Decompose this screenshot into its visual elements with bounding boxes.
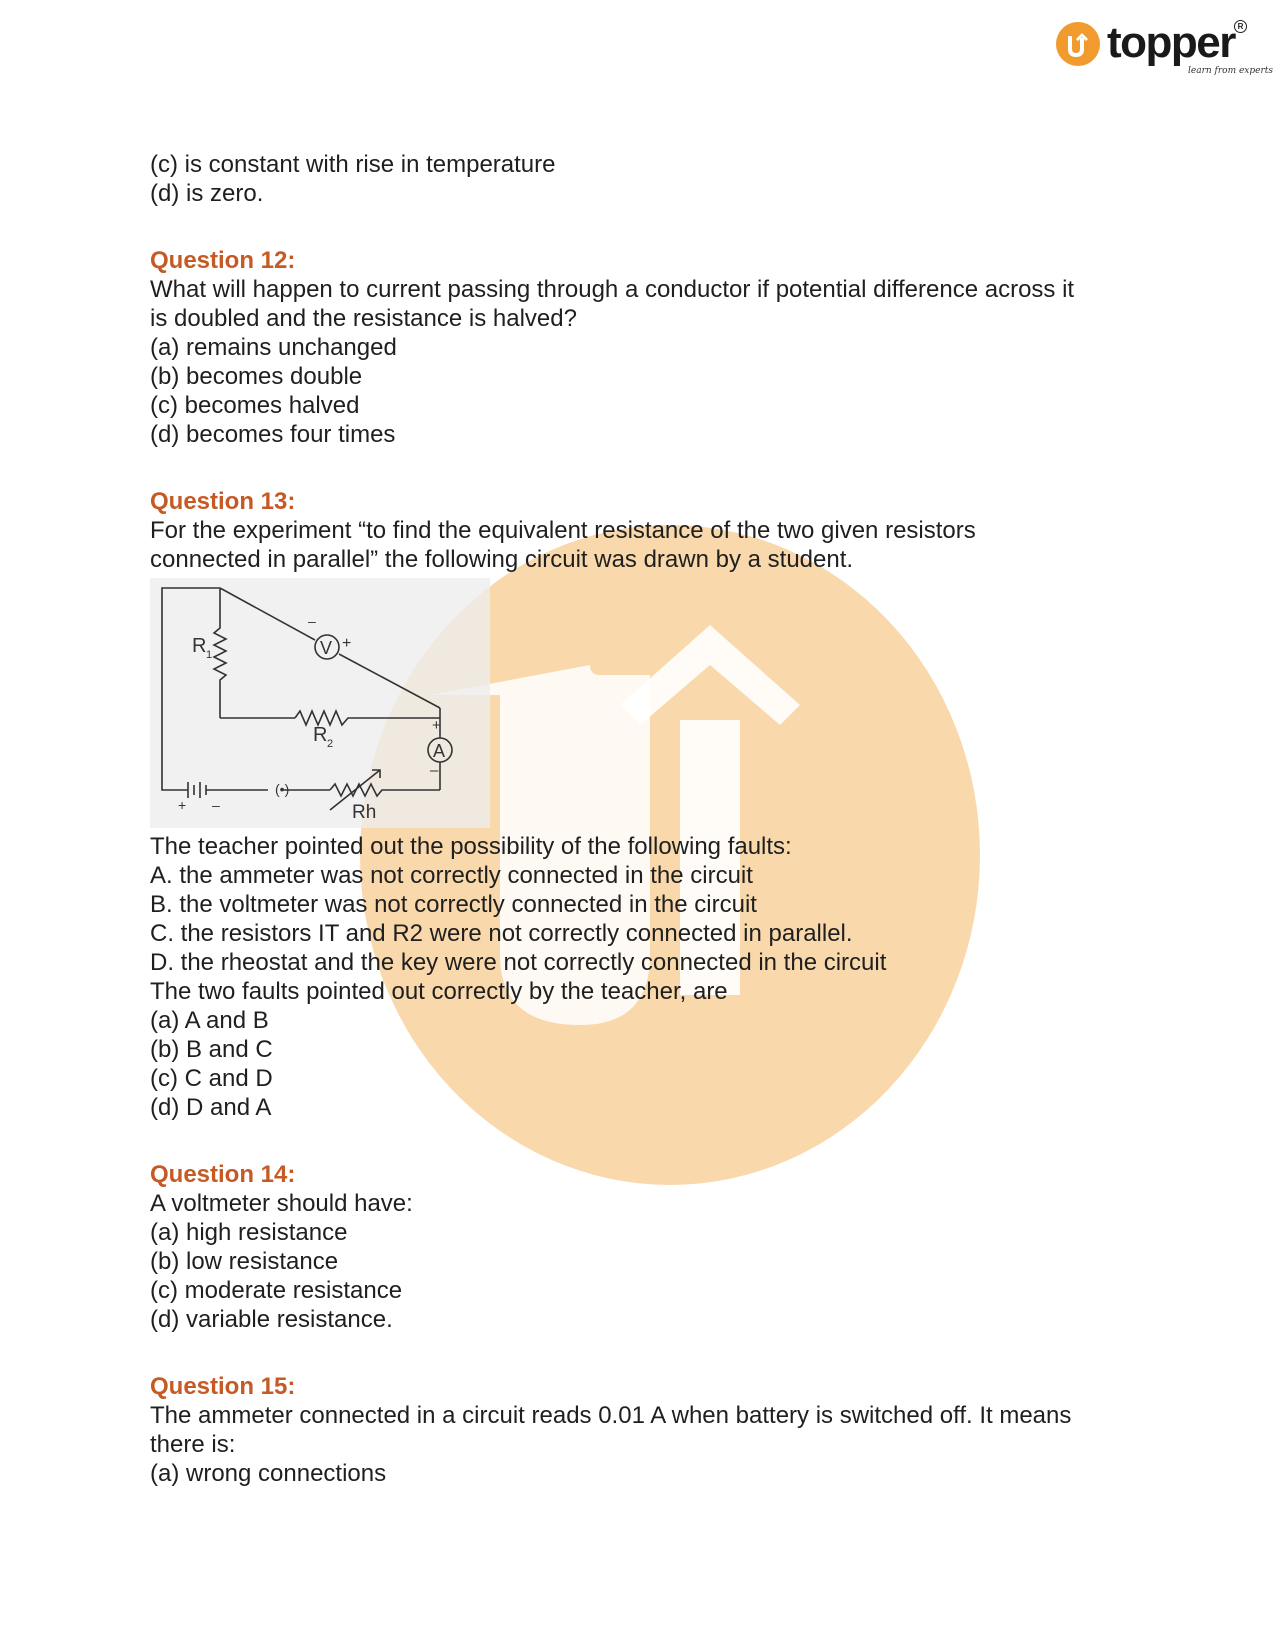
upward-arrow-icon [1055,21,1101,67]
question-heading: Question 12: [150,247,296,274]
r2-subscript: 2 [327,738,334,750]
question-heading: Question 13: [150,488,296,515]
question-text: The ammeter connected in a circuit reads 0.01 A when battery is switched off. It means [150,1402,1072,1429]
question-text: For the experiment “to find the equivalent resistance of the two given resistors [150,517,976,544]
brand-logo [1055,18,1274,80]
option: (a) A and B [150,1007,269,1034]
option: (b) becomes double [150,363,363,390]
question-heading: Question 14: [150,1161,296,1188]
intro-line: (c) is constant with rise in temperature [150,151,556,178]
key-label: (•) [275,781,290,797]
r1-subscript: 1 [206,649,213,661]
option: (b) B and C [150,1036,273,1063]
option: (a) remains unchanged [150,334,397,361]
option: (b) low resistance [150,1248,339,1275]
brand-tagline: learn from experts [1188,66,1274,76]
fault-item: A. the ammeter was not correctly connected in the circuit [150,862,753,889]
fault-item: D. the rheostat and the key were not correctly connected in the circuit [150,949,887,976]
option: (d) becomes four times [150,421,396,448]
battery-minus: – [212,797,220,813]
question-text: A voltmeter should have: [150,1190,413,1217]
option: (c) moderate resistance [150,1277,403,1304]
intro-line: (d) is zero. [150,180,264,207]
option: (c) C and D [150,1065,273,1092]
circuit-diagram-svg [150,578,490,828]
voltmeter-plus: + [342,635,352,652]
question-15 [150,1372,1150,1488]
voltmeter-minus: – [308,613,316,629]
option: (d) D and A [150,1094,272,1121]
question-text: there is: [150,1431,236,1458]
ammeter-plus: + [432,717,441,734]
question-heading: Question 15: [150,1373,296,1400]
question-text: is doubled and the resistance is halved? [150,305,577,332]
question-text: What will happen to current passing through a conductor if potential difference across it [150,276,1075,303]
r2-label: R [313,724,328,746]
option: (a) high resistance [150,1219,348,1246]
fault-item: C. the resistors IT and R2 were not correctly connected in parallel. [150,920,853,947]
registered-mark: R [1234,20,1247,33]
battery-plus: + [178,797,187,813]
fault-item: B. the voltmeter was not correctly connected in the circuit [150,891,757,918]
ammeter-minus: – [430,762,439,779]
option: (a) wrong connections [150,1460,387,1487]
question-13 [150,487,1150,1122]
question-14 [150,1160,1150,1334]
question-text: The teacher pointed out the possibility of the following faults: [150,833,792,860]
brand-name: topper [1107,18,1235,67]
question-text: connected in parallel” the following circuit was drawn by a student. [150,546,854,573]
ammeter-label: A [433,741,446,761]
voltmeter-label: V [320,638,333,658]
r1-label: R [192,635,207,657]
rheostat-label: Rh [352,802,377,823]
circuit-diagram [150,578,490,828]
question-12 [150,246,1150,449]
question-text: The two faults pointed out correctly by the teacher, are [150,978,728,1005]
document-body [150,150,1150,1488]
option: (c) becomes halved [150,392,360,419]
option: (d) variable resistance. [150,1306,393,1333]
